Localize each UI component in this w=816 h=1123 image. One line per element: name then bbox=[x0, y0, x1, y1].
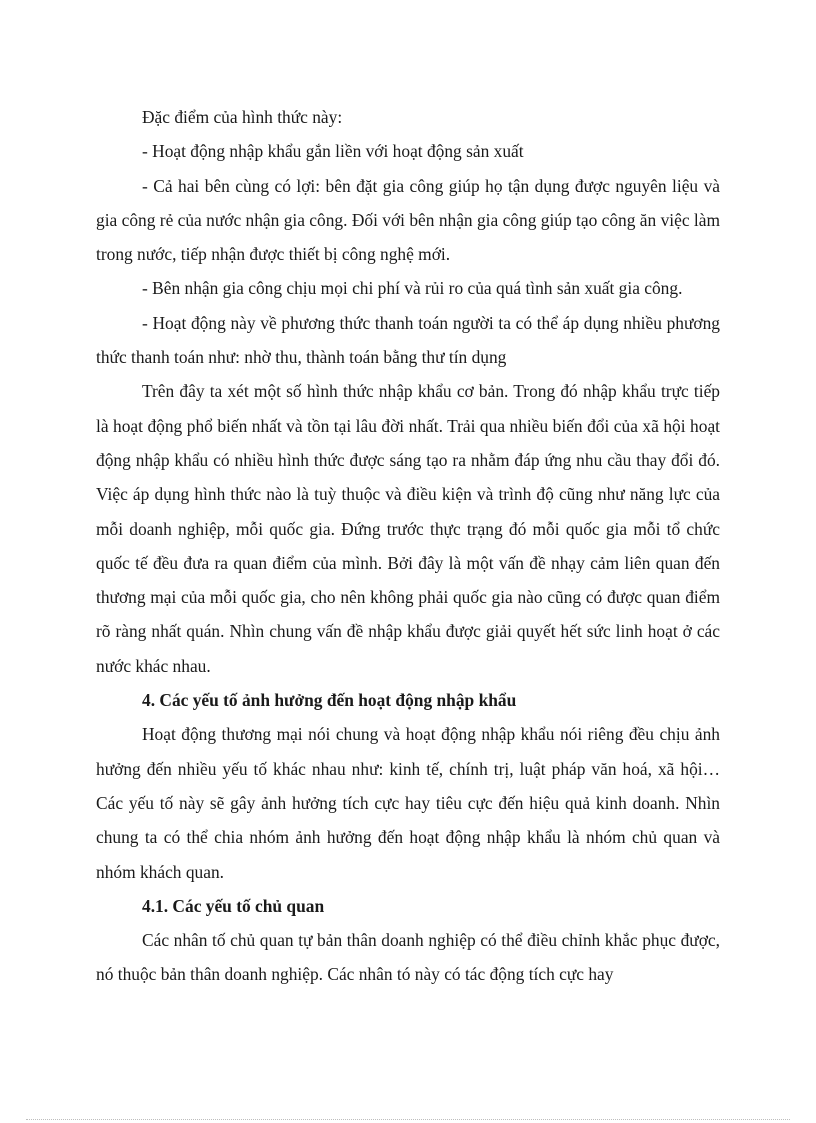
paragraph-import-forms-summary: Trên đây ta xét một số hình thức nhập khẩu cơ bản. Trong đó nhập khẩu trực tiếp là hoạt động phổ biến nhất và tồn tại lâu đời nhất. Trải qua nhiều biến đổi của xã hội hoạt động nhập khẩu có nhiều hình thức được sáng tạo ra nhằm đáp ứng nhu cầu thay đổi đó. Việc áp dụng hình thức nào là tuỳ thuộc và điều kiện và trình độ cũng như năng lực của mỗi doanh nghiệp, mỗi quốc gia. Đứng trước thực trạng đó mỗi quốc gia mỗi tổ chức quốc tế đều đưa ra quan điểm của mình. Bởi đây là một vấn đề nhạy cảm liên quan đến thương mại của mỗi quốc gia, cho nên không phải quốc gia nào cũng có được quan điểm rõ ràng nhất quán. Nhìn chung vấn đề nhập khẩu được giải quyết hết sức linh hoạt ở các nước khác nhau. bbox=[96, 381, 720, 676]
paragraph-subjective-factors: Các nhân tố chủ quan tự bản thân doanh nghiệp có thể điều chỉnh khắc phục được, nó thuộc bản thân doanh nghiệp. Các nhân tó này có tác động tích cực hay bbox=[96, 930, 720, 985]
bullet-mutual-benefit: - Cả hai bên cùng có lợi: bên đặt gia công giúp họ tận dụng được nguyên liệu và gia công rẻ của nước nhận gia công. Đối với bên nhận gia công giúp tạo công ăn việc làm trong nước, tiếp nhận được thiết bị công nghệ mới. bbox=[96, 175, 720, 265]
bullet-cost-risk: - Bên nhận gia công chịu mọi chi phí và rủi ro của quá tình sản xuất gia công. bbox=[142, 278, 683, 299]
bullet-payment-methods: - Hoạt động này về phương thức thanh toán người ta có thể áp dụng nhiều phương thức thanh toán như: nhờ thu, thành toán bằng thư tín dụng bbox=[96, 312, 720, 368]
section-heading-factors: 4. Các yếu tố ảnh hưởng đến hoạt động nhập khẩu bbox=[142, 690, 517, 711]
paragraph-characteristics-intro: Đặc điểm của hình thức này: bbox=[142, 107, 343, 127]
footer-divider bbox=[26, 1119, 790, 1120]
paragraph-factors-overview: Hoạt động thương mại nói chung và hoạt động nhập khẩu nói riêng đều chịu ảnh hưởng đến nhiều yếu tố khác nhau như: kinh tế, chính trị, luật pháp văn hoá, xã hội… Các yếu tố này sẽ gây ảnh hưởng tích cực hay tiêu cực đến hiệu quả kinh doanh. Nhìn chung ta có thể chia nhóm ảnh hưởng đến hoạt động nhập khẩu là nhóm chủ quan và nhóm khách quan. bbox=[96, 724, 720, 882]
subsection-heading-subjective-factors: 4.1. Các yếu tố chủ quan bbox=[142, 895, 325, 916]
document-body bbox=[96, 100, 720, 992]
bullet-linked-production: - Hoạt động nhập khẩu gắn liền với hoạt động sản xuất bbox=[142, 141, 524, 162]
